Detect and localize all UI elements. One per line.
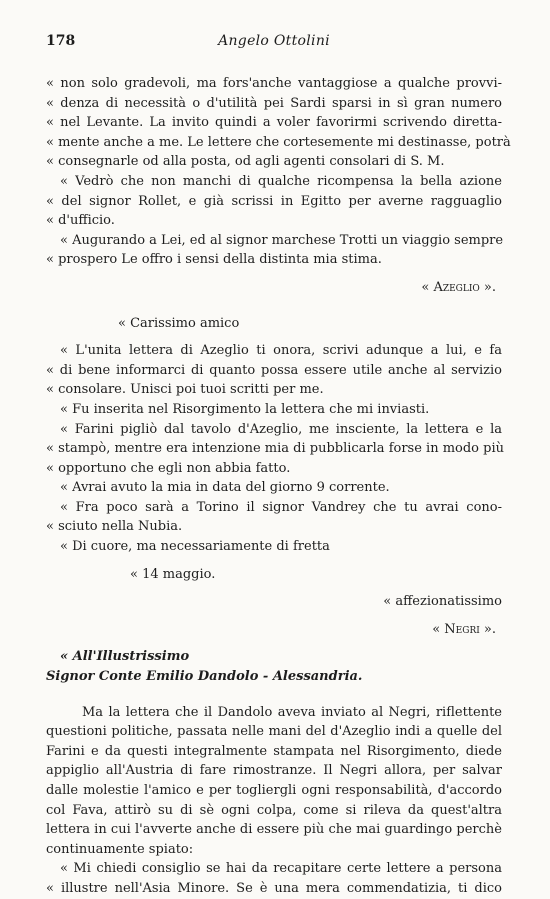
text-line: col Fava, attirò su di sè ogni colpa, come si rileva da quest'altra <box>46 802 502 818</box>
text-line: continuamente spiato: <box>46 841 194 857</box>
text-line: « di bene informarci di quanto possa essere utile anche al servizio <box>46 362 502 378</box>
text-line: « consolare. Unisci poi tuoi scritti per me. <box>46 382 324 398</box>
closing: « affezionatissimo <box>383 594 502 610</box>
address-line: « All'Illustrissimo <box>60 649 190 665</box>
text-line: « prospero Le offro i sensi della distinta mia stima. <box>46 252 382 268</box>
page-body <box>46 74 511 899</box>
text-line: « L'unita lettera di Azeglio ti onora, scrivi adunque a lui, e fa <box>60 343 502 359</box>
text-line: « stampò, mentre era intenzione mia di pubblicarla forse in modo più <box>46 441 504 457</box>
text-line: « Di cuore, ma necessariamente di fretta <box>60 539 330 555</box>
text-line: lettera in cui l'avverte anche di essere più che mai guardingo perchè <box>46 822 502 838</box>
text-line: « del signor Rollet, e già scrissi in Egitto per averne ragguaglio <box>46 193 502 209</box>
salutation: « Carissimo amico <box>118 315 240 331</box>
text-line: « opportuno che egli non abbia fatto. <box>46 460 291 476</box>
text-line: Farini e da questi integralmente stampata nel Risorgimento, diede <box>46 743 502 759</box>
page-number: 178 <box>46 33 76 49</box>
text-line: « Augurando a Lei, ed al signor marchese Trotti un viaggio sempre <box>60 232 504 248</box>
text-line: dalle molestie l'amico e per togliergli ogni responsabilità, d'accordo <box>46 783 502 798</box>
text-line: « consegnarle od alla posta, od agli agenti consolari di S. M. <box>46 154 445 170</box>
text-line: appiglio all'Austria di fare rimostranze. Il Negri allora, per salvar <box>46 763 502 779</box>
text-line: « non solo gradevoli, ma fors'anche vantaggiose a qualche provvi- <box>46 76 502 91</box>
text-line: « Mi chiedi consiglio se hai da recapitare certe lettere a persona <box>60 861 502 877</box>
running-head: Angelo Ottolini <box>218 33 330 49</box>
text-line: « illustre nell'Asia Minore. Se è una mera commendatizia, ti dico <box>46 880 502 896</box>
text-line: « nel Levante. La invito quindi a voler favorirmi scrivendo diretta- <box>46 115 502 131</box>
letter-negri <box>46 341 502 639</box>
text-line: « Avrai avuto la mia in data del giorno 9 corrente. <box>60 480 390 496</box>
signature-azeglio: « Azeglio ». <box>421 279 496 295</box>
letter-azeglio <box>46 74 511 298</box>
text-line: « Fra poco sarà a Torino il signor Vandrey che tu avrai cono- <box>60 499 502 515</box>
letter-date: « 14 maggio. <box>130 566 216 582</box>
text-line: questioni politiche, passata nelle mani del d'Azeglio indi a quelle del <box>46 724 502 740</box>
address-block <box>46 647 502 686</box>
text-line: « Farini pigliò dal tavolo d'Azeglio, me insciente, la lettera e la <box>60 421 502 437</box>
text-line: « Vedrò che non manchi di qualche ricompensa la bella azione <box>60 173 502 189</box>
narrative-paragraph <box>46 703 502 899</box>
text-line: « mente anche a me. Le lettere che cortesemente mi destinasse, potrà <box>46 134 511 150</box>
page-header <box>46 32 502 54</box>
text-line: « denza di necessità o d'utilità pei Sardi sparsi in sì gran numero <box>46 95 502 111</box>
address-line: Signor Conte Emilio Dandolo - Alessandria. <box>46 669 363 685</box>
text-line: « sciuto nella Nubia. <box>46 519 183 535</box>
text-line: Ma la lettera che il Dandolo aveva inviato al Negri, riflettente <box>82 704 502 720</box>
text-line: « Fu inserita nel Risorgimento la lettera che mi inviasti. <box>60 401 430 417</box>
signature-negri: « Negri ». <box>432 621 496 637</box>
text-line: « d'ufficio. <box>46 213 115 229</box>
